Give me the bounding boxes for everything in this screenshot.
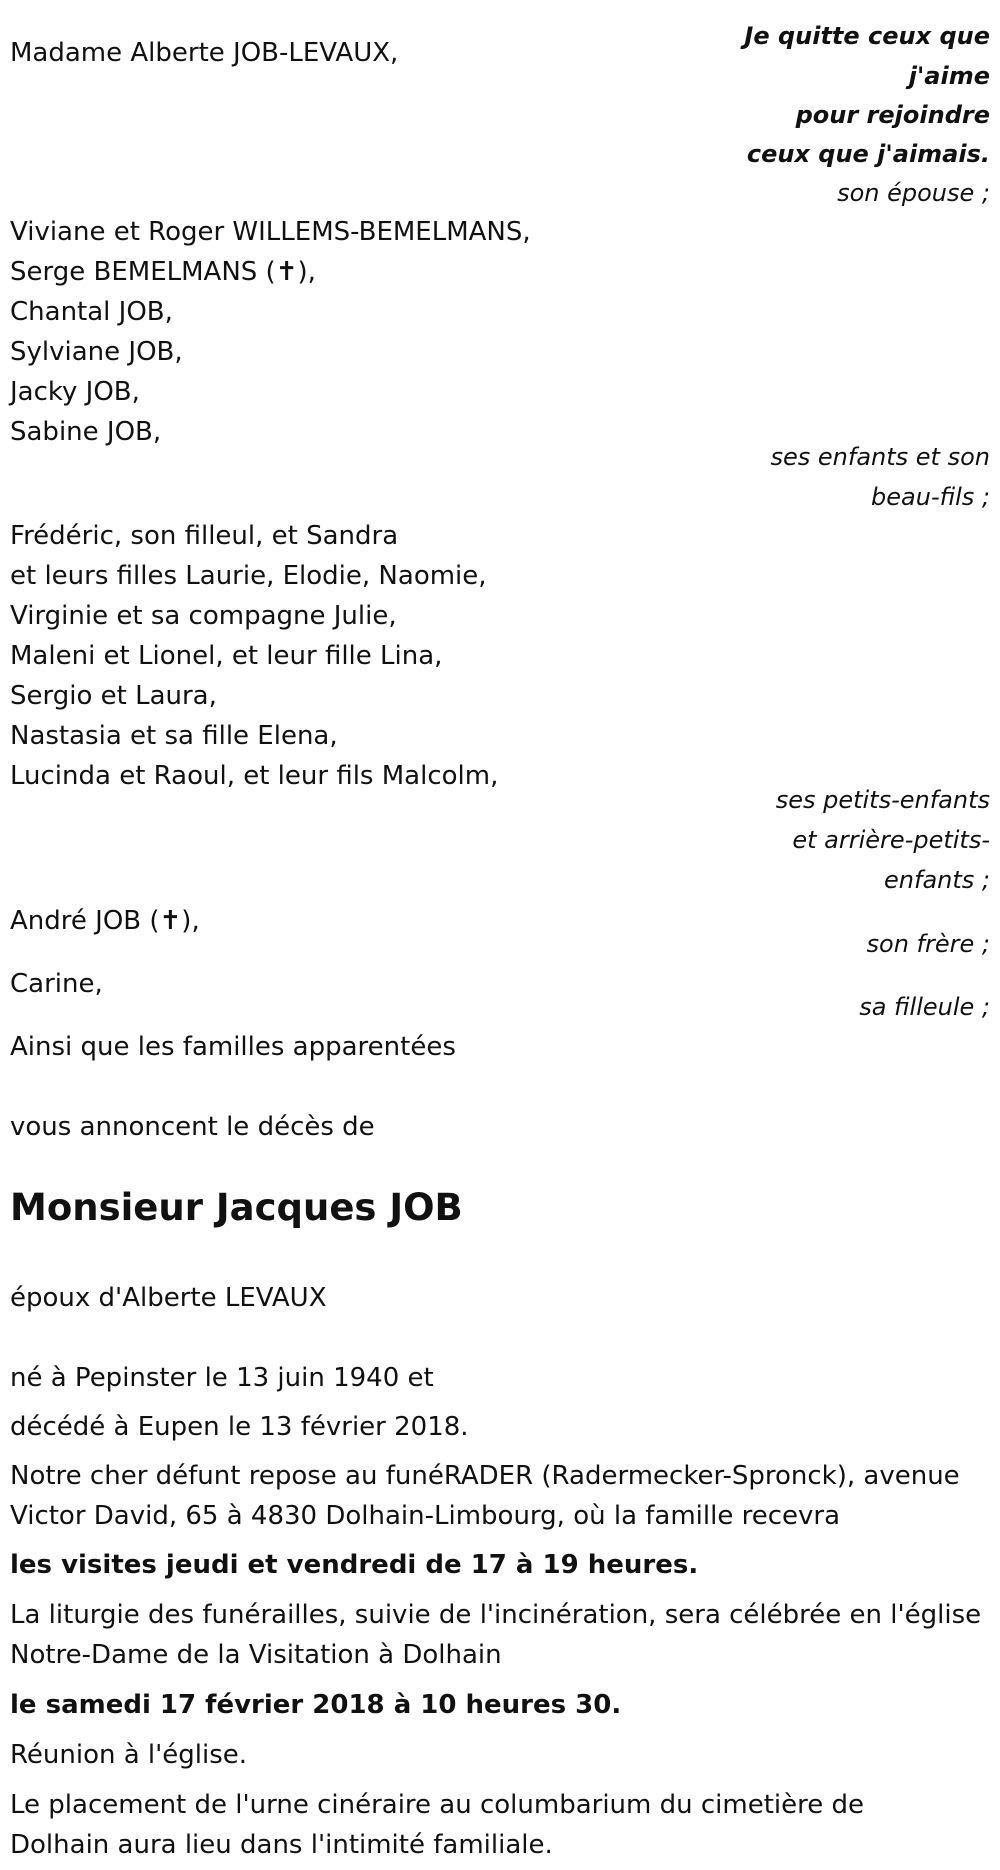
grandchild-name: Frédéric, son filleul, et Sandra [10, 521, 399, 551]
grandchildren-role: et arrière-petits- [792, 826, 990, 854]
liturgy-line: La liturgie des funérailles, suivie de l'incinération, sera célébrée en l'église [10, 1600, 982, 1630]
died-line: décédé à Eupen le 13 février 2018. [10, 1412, 469, 1442]
quote-line: ceux que j'aimais. [746, 140, 990, 168]
spouse-name: Madame Alberte JOB-LEVAUX, [10, 38, 399, 68]
child-name: Chantal JOB, [10, 297, 173, 327]
child-name: Sabine JOB, [10, 417, 162, 447]
quote-line: j'aime [908, 62, 990, 90]
spouse-of-line: époux d'Alberte LEVAUX [10, 1283, 327, 1313]
child-name: Viviane et Roger WILLEMS-BEMELMANS, [10, 217, 531, 247]
families-line: Ainsi que les familles apparentées [10, 1032, 456, 1062]
rest-line: Victor David, 65 à 4830 Dolhain-Limbourg, où la famille recevra [10, 1501, 841, 1531]
liturgy-line: Notre-Dame de la Visitation à Dolhain [10, 1640, 502, 1670]
children-role: beau-fils ; [871, 483, 990, 511]
grandchild-name: Virginie et sa compagne Julie, [10, 601, 397, 631]
announce-line: vous annoncent le décès de [10, 1112, 375, 1142]
child-name: Sylviane JOB, [10, 337, 183, 367]
goddaughter-role: sa filleule ; [859, 993, 990, 1021]
grandchild-name: Maleni et Lionel, et leur fille Lina, [10, 641, 443, 671]
liturgy-date-line: le samedi 17 février 2018 à 10 heures 30. [10, 1690, 622, 1720]
brother-name: André JOB (✝), [10, 906, 200, 936]
meeting-line: Réunion à l'église. [10, 1740, 248, 1770]
rest-line: Notre cher défunt repose au funéRADER (Radermecker-Spronck), avenue [10, 1461, 960, 1491]
grandchild-name: Lucinda et Raoul, et leur fils Malcolm, [10, 761, 499, 791]
grandchild-name: et leurs filles Laurie, Elodie, Naomie, [10, 561, 487, 591]
quote-line: Je quitte ceux que [744, 22, 990, 50]
child-name: Serge BEMELMANS (✝), [10, 257, 316, 287]
visits-line: les visites jeudi et vendredi de 17 à 19 heures. [10, 1550, 699, 1580]
urn-line: Dolhain aura lieu dans l'intimité familiale. [10, 1830, 553, 1860]
children-role: ses enfants et son [770, 443, 990, 471]
grandchildren-role: ses petits-enfants [775, 786, 990, 814]
grandchild-name: Nastasia et sa fille Elena, [10, 721, 338, 751]
quote-line: pour rejoindre [795, 101, 990, 129]
grandchildren-role: enfants ; [884, 866, 990, 894]
urn-line: Le placement de l'urne cinéraire au columbarium du cimetière de [10, 1790, 865, 1820]
grandchild-name: Sergio et Laura, [10, 681, 217, 711]
child-name: Jacky JOB, [10, 377, 140, 407]
goddaughter-name: Carine, [10, 969, 103, 999]
born-line: né à Pepinster le 13 juin 1940 et [10, 1363, 434, 1393]
spouse-role: son épouse ; [837, 179, 990, 207]
deceased-name: Monsieur Jacques JOB [10, 1186, 463, 1229]
brother-role: son frère ; [866, 930, 990, 958]
